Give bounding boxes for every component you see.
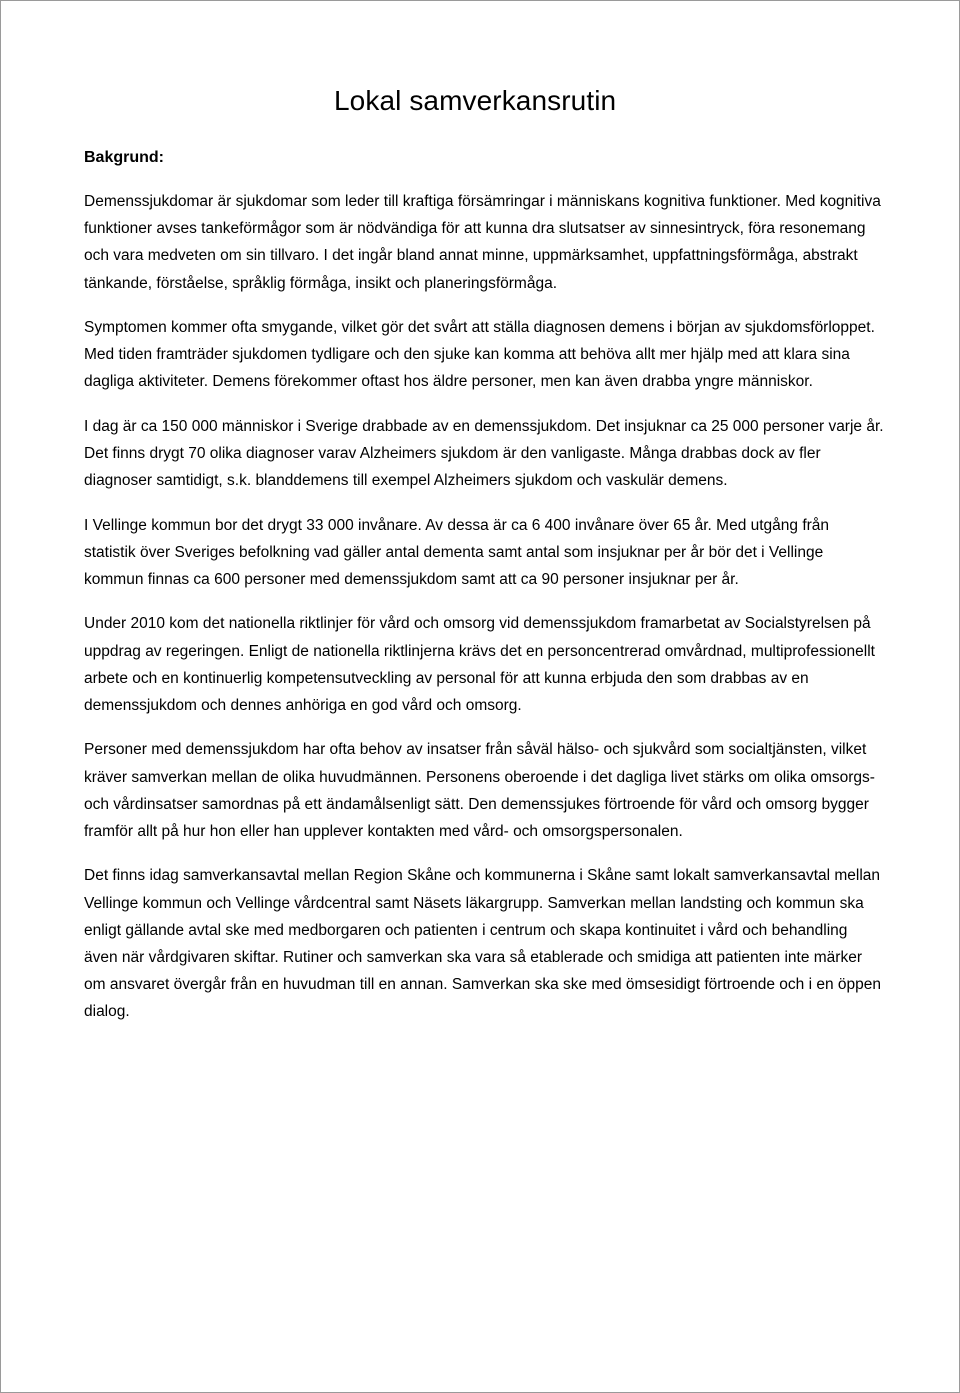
page-title: Lokal samverkansrutin (334, 85, 617, 116)
section-heading-background: Bakgrund: (84, 149, 164, 166)
paragraph-cooperation-agreements: Det finns idag samverkansavtal mellan Region Skåne och kommunerna i Skåne samt lokalt samverkansavtal mellan Vellinge kommun och Vellinge vårdcentral samt Näsets läkargrupp. Samverkan mellan landsting och kommun ska enligt gällande avtal ske med medborgaren och patienten i centrum och skapa kontinuitet i vård och behandling även när vårdgivaren skiftar. Rutiner och samverkan ska vara så etablerade och smidiga att patienten inte märker om ansvaret övergår från en huvudman till en annan. Samverkan ska ske med ömsesidigt förtroende och i en öppen dialog. (84, 867, 881, 1021)
paragraph-national-guidelines: Under 2010 kom det nationella riktlinjer för vård och omsorg vid demenssjukdom framarbetat av Socialstyrelsen på uppdrag av regeringen. Enligt de nationella riktlinjerna krävs det en personcentrerad omvårdnad, multiprofessionellt arbete och en kontinuerlig kompetensutveckling av personal för att kunna erbjuda den som drabbas av en demenssjukdom och dennes anhöriga en god vård och omsorg. (84, 615, 875, 714)
paragraph-cognitive-functions: Demenssjukdomar är sjukdomar som leder till kraftiga försämringar i människans kognitiva funktioner. Med kognitiva funktioner avses tankeförmågor som är nödvändiga för att kunna dra slutsatser av sinnesintryck, föra resonemang och vara medveten om sin tillvaro. I det ingår bland annat minne, uppmärksamhet, uppfattningsförmåga, abstrakt tänkande, förståelse, språklig förmåga, insikt och planeringsförmåga. (84, 193, 881, 292)
paragraph-symptoms: Symptomen kommer ofta smygande, vilket gör det svårt att ställa diagnosen demens i början av sjukdomsförloppet. Med tiden framträder sjukdomen tydligare och den sjuke kan komma att behöva allt mer hjälp med att klara sina dagliga aktiviteter. Demens förekommer oftast hos äldre personer, men kan även drabba yngre människor. (84, 319, 875, 391)
paragraph-sweden-statistics: I dag är ca 150 000 människor i Sverige drabbade av en demenssjukdom. Det insjuknar ca 25 000 personer varje år. Det finns drygt 70 olika diagnoser varav Alzheimers sjukdom är den vanligaste. Många drabbas dock av fler diagnoser samtidigt, s.k. blanddemens till exempel Alzheimers sjukdom och vaskulär demens. (84, 417, 884, 490)
paragraph-vellinge-statistics: I Vellinge kommun bor det drygt 33 000 invånare. Av dessa är ca 6 400 invånare över 65 år. Med utgång från statistik över Sveriges befolkning vad gäller antal dementa samt antal som insjuknar per år bör det i Vellinge kommun finnas ca 600 personer med demenssjukdom samt att ca 90 personer insjuknar per år. (84, 516, 830, 588)
paragraph-care-needs: Personer med demenssjukdom har ofta behov av insatser från såväl hälso- och sjukvård som socialtjänsten, vilket kräver samverkan mellan de olika huvudmännen. Personens oberoende i det dagliga livet stärks om olika omsorgs- och vårdinsatser samordnas på ett ändamålsenligt sätt. Den demenssjukes förtroende för vård och omsorg bygger framför allt på hur hon eller han upplever kontakten med vård- och omsorgspersonalen. (84, 741, 875, 840)
body-text (84, 188, 884, 1043)
